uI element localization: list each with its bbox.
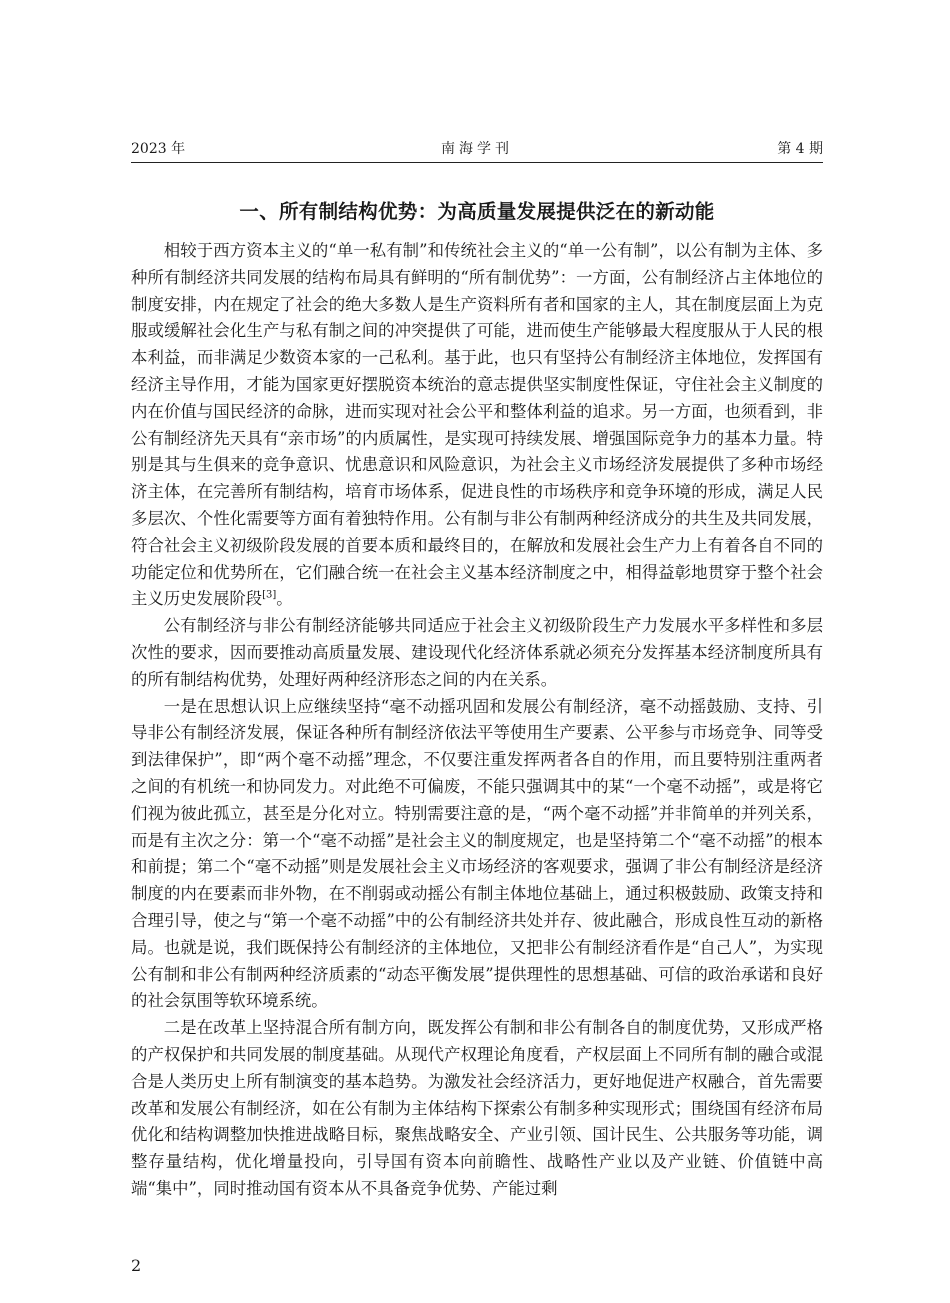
header-issue: 第 4 期 xyxy=(777,141,823,157)
paragraph-4: 二是在改革上坚持混合所有制方向，既发挥公有制和非公有制各自的制度优势，又形成严格的产权保护和共同发展的制度基础。从现代产权理论角度看，产权层面上不同所有制的融合或混合是人类历史上所有制演变的基本趋势。为激发社会经济活力，更好地促进产权融合，首先需要改革和发展公有制经济，如在公有制为主体结构下探索公有制多种实现形式；围绕国有经济布局优化和结构调整加快推进战略目标，聚焦战略安全、产业引领、国计民生、公共服务等功能，调整存量结构，优化增量投向，引导国有资本向前瞻性、战略性产业以及产业链、价值链中高端“集中”，同时推动国有资本从不具备竞争优势、产能过剩 xyxy=(131,1018,823,1198)
header-journal-title: 南海学刊 xyxy=(441,141,513,157)
section-title: 一、所有制结构优势：为高质量发展提供泛在的新动能 xyxy=(239,200,715,223)
paragraph-2: 公有制经济与非公有制经济能够共同适应于社会主义初级阶段生产力发展水平多样性和多层次性的要求，因而要推动高质量发展、建设现代化经济体系就必须充分发挥基本经济制度所具有的所有制结构优势，处理好两种经济形态之间的内在关系。 xyxy=(131,616,823,689)
article-body xyxy=(131,238,823,1203)
page-number: 2 xyxy=(131,1256,142,1275)
paragraph-1-text: 相较于西方资本主义的“单一私有制”和传统社会主义的“单一公有制”，以公有制为主体、多种所有制经济共同发展的结构布局具有鲜明的“所有制优势”：一方面，公有制经济占主体地位的制度安排，内在规定了社会的绝大多数人是生产资料所有者和国家的主人，其在制度层面上为克服或缓解社会化生产与私有制之间的冲突提供了可能，进而使生产能够最大程度服从于人民的根本利益，而非满足少数资本家的一己私利。基于此，也只有坚持公有制经济主体地位，发挥国有经济主导作用，才能为国家更好摆脱资本统治的意志提供坚实制度性保证，守住社会主义制度的内在价值与国民经济的命脉，进而实现对社会公平和整体利益的追求。另一方面，也须看到，非公有制经济先天具有“亲市场”的内质属性，是实现可持续发展、增强国际竞争力的基本力量。特别是其与生俱来的竞争意识、忧患意识和风险意识，为社会主义市场经济发展提供了多种市场经济主体，在完善所有制结构，培育市场体系，促进良性的市场秩序和竞争环境的形成，满足人民多层次、个性化需要等方面有着独特作用。公有制与非公有制两种经济成分的共生及共同发展，符合社会主义初级阶段发展的首要本质和最终目的，在解放和发展社会生产力上有着各自不同的功能定位和优势所在，它们融合统一在社会主义基本经济制度之中，相得益彰地贯穿于整个社会主义历史发展阶段 xyxy=(131,241,823,609)
header-year: 2023 年 xyxy=(131,141,186,157)
citation-ref: [3] xyxy=(262,589,277,601)
paragraph-1-suffix: 。 xyxy=(276,589,293,609)
paragraph-1 xyxy=(131,238,823,613)
running-header xyxy=(131,136,823,163)
paragraph-3: 一是在思想认识上应继续坚持“毫不动摇巩固和发展公有制经济，毫不动摇鼓励、支持、引导非公有制经济发展，保证各种所有制经济依法平等使用生产要素、公平参与市场竞争、同等受到法律保护”，即“两个毫不动摇”理念，不仅要注重发挥两者各自的作用，而且要特别注重两者之间的有机统一和协同发力。对此绝不可偏废，不能只强调其中的某“一个毫不动摇”，或是将它们视为彼此孤立，甚至是分化对立。特别需要注意的是，“两个毫不动摇”并非简单的并列关系，而是有主次之分：第一个“毫不动摇”是社会主义的制度规定，也是坚持第二个“毫不动摇”的根本和前提；第二个“毫不动摇”则是发展社会主义市场经济的客观要求，强调了非公有制经济是经济制度的内在要素而非外物，在不削弱或动摇公有制主体地位基础上，通过积极鼓励、政策支持和合理引导，使之与“第一个毫不动摇”中的公有制经济共处并存、彼此融合，形成良性互动的新格局。也就是说，我们既保持公有制经济的主体地位，又把非公有制经济看作是“自己人”，为实现公有制和非公有制两种经济质素的“动态平衡发展”提供理性的思想基础、可信的政治承诺和良好的社会氛围等软环境系统。 xyxy=(131,696,823,1011)
